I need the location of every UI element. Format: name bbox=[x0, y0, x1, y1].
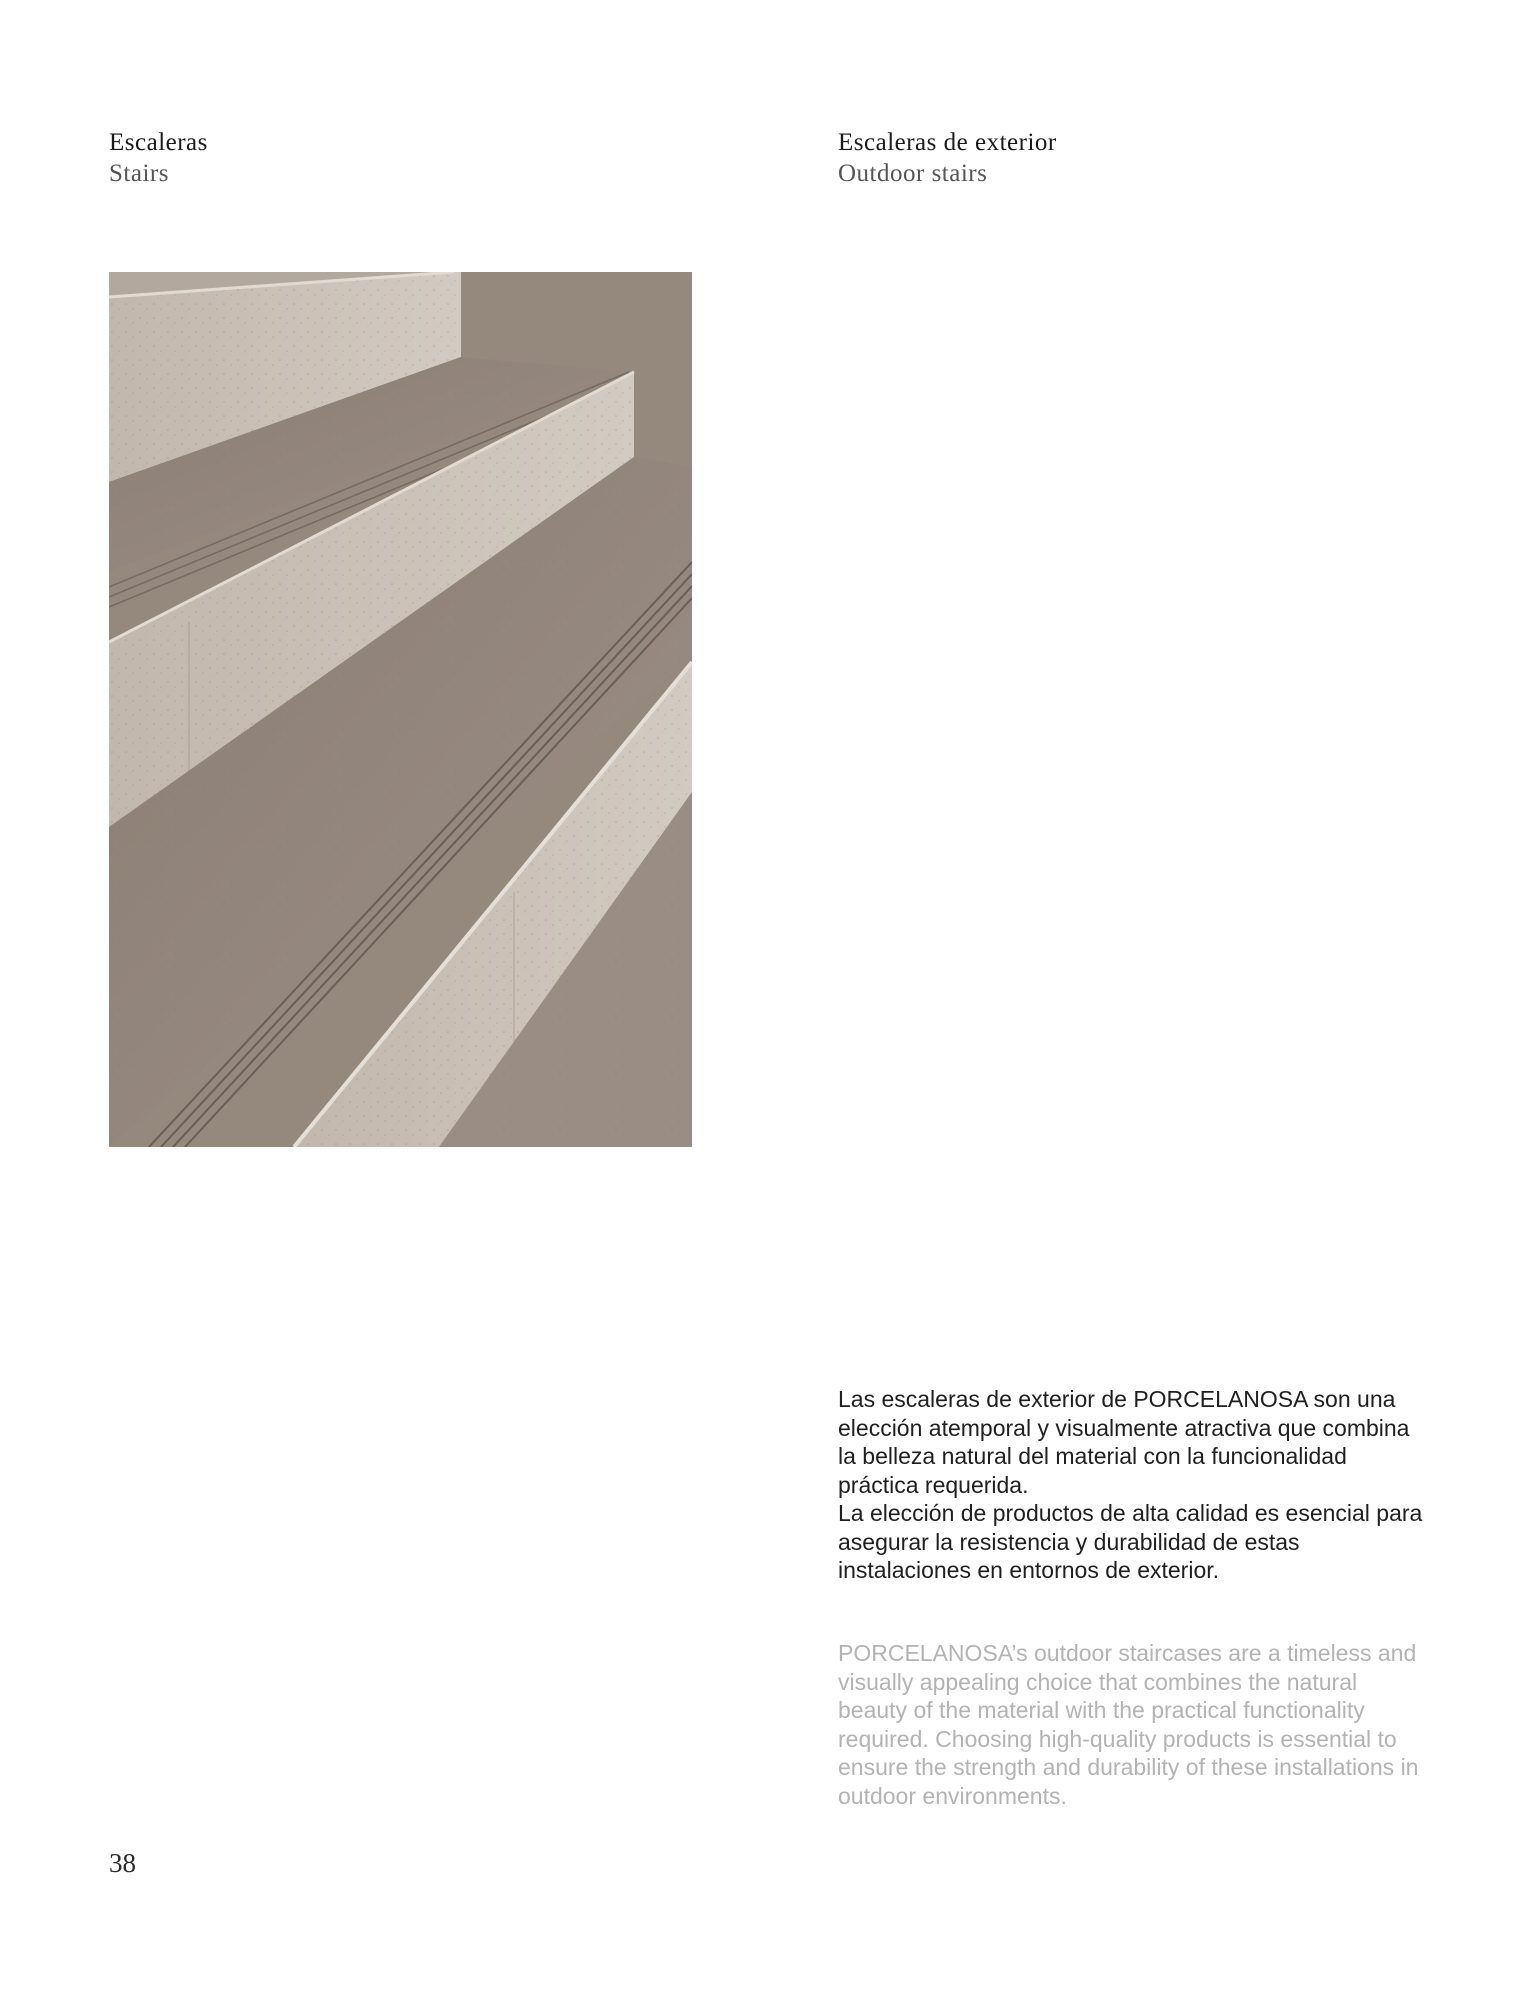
heading-outdoor-stairs-en: Outdoor stairs bbox=[838, 160, 988, 187]
description-spanish: Las escaleras de exterior de PORCELANOSA son una elección atemporal y visualmente atractiva que combina la belleza natural del material con la funcionalidad práctica requerida. La elección de productos de alta calidad es esencial para asegurar la resistencia y durabilidad de estas instalaciones en entornos de exterior. bbox=[838, 1386, 1423, 1583]
heading-stairs-en: Stairs bbox=[109, 160, 169, 187]
section-heading-stairs bbox=[109, 127, 208, 189]
outdoor-stairs-photo bbox=[109, 272, 692, 1147]
heading-outdoor-stairs-es: Escaleras de exterior bbox=[838, 129, 1057, 156]
section-heading-outdoor-stairs bbox=[838, 127, 1057, 189]
page-number: 38 bbox=[109, 1848, 136, 1878]
description-english: PORCELANOSA’s outdoor staircases are a timeless and visually appealing choice that combines the natural beauty of the material with the practical functionality required. Choosing high-quality products is essential to ensure the strength and durability of these installations in outdoor environments. bbox=[838, 1640, 1419, 1809]
heading-stairs-es: Escaleras bbox=[109, 129, 208, 156]
